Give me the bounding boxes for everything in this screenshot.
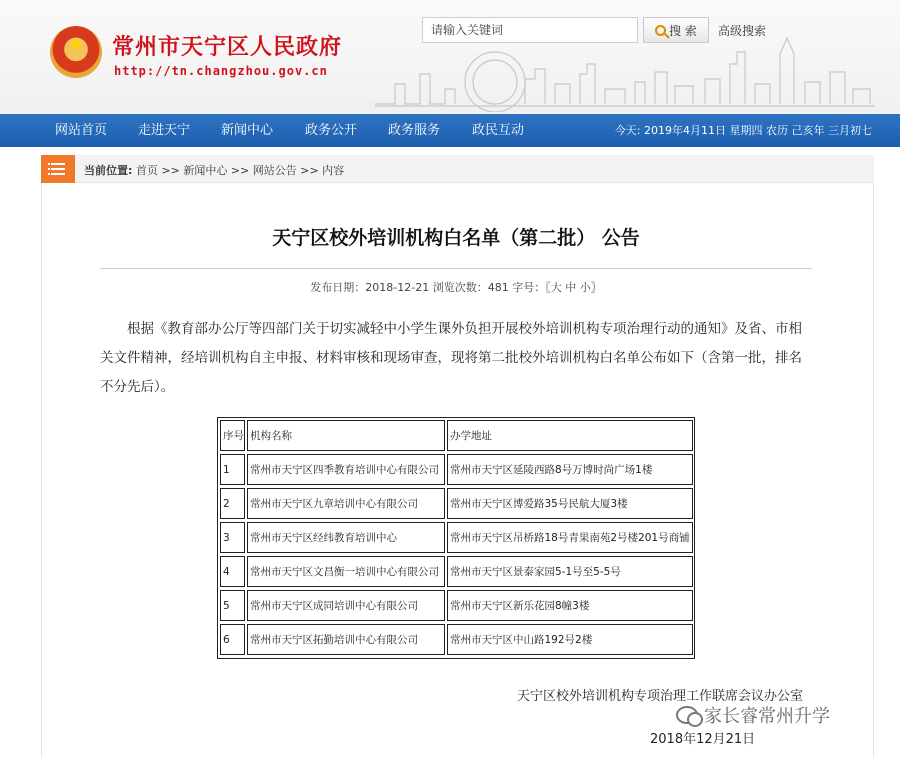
site-url: http://tn.changzhou.gov.cn [114, 64, 328, 78]
search-button-label: 搜 索 [669, 23, 697, 38]
watermark-text: 家长睿常州升学 [704, 706, 830, 727]
table-cell: 常州市天宁区九章培训中心有限公司 [247, 488, 445, 519]
advanced-search-link[interactable]: 高级搜索 [718, 24, 767, 38]
nav-item-news[interactable]: 新闻中心 [221, 123, 274, 138]
table-cell: 3 [220, 522, 245, 553]
article-body: 根据《教育部办公厅等四部门关于切实减轻中小学生课外负担开展校外培训机构专项治理行动的通知》及省、市相关文件精神，经培训机构自主申报、材料审核和现场审查，现将第二批校外培训机构白名单公布如下（含第一批，排名不分先后）。 [100, 321, 802, 395]
table-header-cell: 办学地址 [447, 420, 693, 451]
table-cell: 常州市天宁区成同培训中心有限公司 [247, 590, 445, 621]
list-icon [41, 155, 75, 183]
table-cell: 5 [220, 590, 245, 621]
nav-item-interaction[interactable]: 政民互动 [472, 123, 525, 138]
table-cell: 常州市天宁区景泰家园5-1号至5-5号 [447, 556, 693, 587]
article-signature: 天宁区校外培训机构专项治理工作联席会议办公室 [517, 689, 804, 704]
search-input[interactable]: 请输入关键词 [422, 17, 638, 43]
article-meta: 发布日期：2018-12-21 浏览次数：481 字号：〖大 中 小〗 [310, 281, 602, 294]
article-date: 2018年12月21日 [650, 732, 756, 747]
nav-date: 今天: 2019年4月11日 星期四 农历 己亥年 三月初七 [614, 124, 872, 137]
table-cell: 常州市天宁区延陵西路8号万博时尚广场1楼 [447, 454, 693, 485]
watermark [676, 702, 830, 728]
nav-item-home[interactable]: 网站首页 [55, 123, 108, 138]
table-cell: 6 [220, 624, 245, 655]
search-button[interactable] [643, 17, 709, 43]
whitelist-table [217, 417, 695, 659]
nav-item-about[interactable]: 走进天宁 [138, 123, 191, 138]
table-cell: 常州市天宁区经纬教育培训中心 [247, 522, 445, 553]
city-skyline-icon [375, 34, 875, 112]
table-cell: 常州市天宁区博爱路35号民航大厦3楼 [447, 488, 693, 519]
site-header [0, 0, 900, 114]
breadcrumb-path[interactable]: 首页 >> 新闻中心 >> 网站公告 >> 内容 [135, 164, 345, 177]
table-cell: 常州市天宁区四季教育培训中心有限公司 [247, 454, 445, 485]
title-divider [100, 268, 812, 269]
table-header-cell: 机构名称 [247, 420, 445, 451]
table-cell: 1 [220, 454, 245, 485]
table-cell: 常州市天宁区文昌衡一培训中心有限公司 [247, 556, 445, 587]
national-emblem-icon: ★ [50, 26, 102, 78]
table-cell: 常州市天宁区中山路192号2楼 [447, 624, 693, 655]
breadcrumb-label: 当前位置: [84, 164, 133, 177]
site-title[interactable]: 常州市天宁区人民政府 [112, 35, 343, 60]
wechat-icon [676, 706, 698, 724]
table-cell: 4 [220, 556, 245, 587]
table-header-cell: 序号 [220, 420, 245, 451]
main-nav [0, 114, 900, 147]
breadcrumb[interactable] [84, 162, 344, 178]
nav-item-public-affairs[interactable]: 政务公开 [305, 123, 358, 138]
table-cell: 常州市天宁区新乐花园8幢3楼 [447, 590, 693, 621]
table-cell: 常州市天宁区拓勤培训中心有限公司 [247, 624, 445, 655]
article-title: 天宁区校外培训机构白名单（第二批） 公告 [272, 227, 640, 249]
nav-item-services[interactable]: 政务服务 [388, 123, 441, 138]
table-cell: 2 [220, 488, 245, 519]
table-cell: 常州市天宁区吊桥路18号青果南苑2号楼201号商铺 [447, 522, 693, 553]
search-icon [655, 25, 666, 36]
